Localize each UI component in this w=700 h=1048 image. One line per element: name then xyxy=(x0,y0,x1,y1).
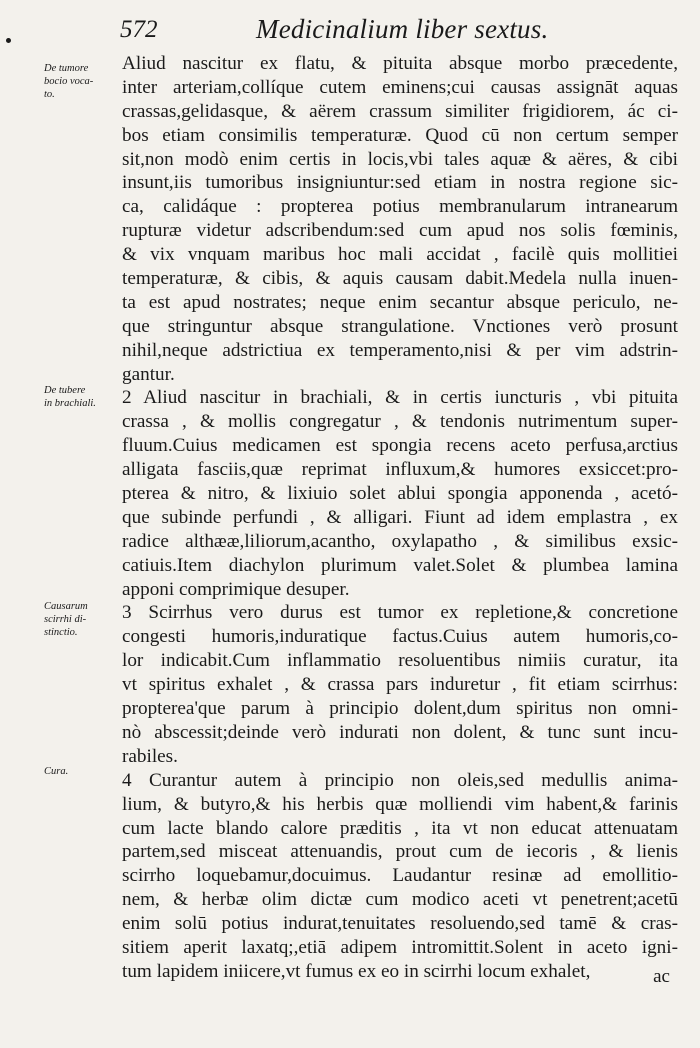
catchword: ac xyxy=(653,966,670,987)
text-line: ta est apud nostrates; neque enim secantur absque periculo, ne- xyxy=(122,291,678,313)
text-line: partem,sed misceat attenuandis, prout cum de iecoris , & lienis xyxy=(122,841,678,863)
text-line: bos etiam consimilis temperaturæ. Quod cū non certum semper xyxy=(122,124,678,146)
text-line: vt spiritus exhalet , & crassa pars induretur , fit etiam scirrhus: xyxy=(122,674,678,696)
text-line: nem, & herbæ olim dictæ cum modico aceti vt penetrent;acetū xyxy=(122,889,678,911)
margin-note-line: stinctio. xyxy=(44,627,78,638)
text-line: que stringuntur absque strangulatione. Vnctiones verò prosunt xyxy=(122,315,678,337)
margin-note-line: De tumore xyxy=(44,63,89,74)
page-header xyxy=(120,14,680,50)
text-line: nihil,neque adstrictiua ex temperamento,nisi & per vim adstrin- xyxy=(122,339,678,361)
text-line: lium, & butyro,& his herbis quæ molliendi vim habent,& farinis xyxy=(122,793,678,815)
text-line: insunt,iis tumoribus insigniuntur:sed etiam in nostra regione sic- xyxy=(122,172,678,194)
text-line: inter arteriam,collíque cutem eminens;cui causas assignāt aquas xyxy=(122,76,678,98)
body-text xyxy=(122,52,678,984)
text-line: sit,non modò enim certis in locis,vbi tales aquæ & aëres, & cibi xyxy=(122,148,678,170)
margin-note-scirrhus xyxy=(44,600,124,639)
margin-note-line: in brachiali. xyxy=(44,398,96,409)
text-line: 4 Curantur autem à principio non oleis,sed medullis anima- xyxy=(122,769,678,791)
text-line: congesti humoris,induratique factus.Cuius autem humoris,co- xyxy=(122,626,678,648)
text-line: rupturæ videtur adscribendum:sed cum apud nos solis fœminis, xyxy=(122,220,678,242)
margin-note-line: Cura. xyxy=(44,766,69,777)
text-line: gantur. xyxy=(122,363,175,385)
margin-note-line: De tubere xyxy=(44,385,86,396)
text-line: que subinde perfundi , & alligari. Fiunt ad idem emplastra , ex xyxy=(122,506,678,528)
text-line: crassa , & mollis congregatur , & tendonis nutrimentum super- xyxy=(122,411,678,433)
margin-note-bocio xyxy=(44,62,124,101)
margin-note-tuber xyxy=(44,384,124,410)
text-line: pterea & nitro, & lixiuio solet ablui spongia apponenda , acetó- xyxy=(122,483,678,505)
text-line: 2 Aliud nascitur in brachiali, & in certis iuncturis , vbi pituita xyxy=(122,387,678,409)
text-line: temperaturæ, & cibis, & aquis causam dabit.Medela nulla inuen- xyxy=(122,268,678,290)
text-line: sitiem aperit laxatq;,etiā adipem intromittit.Solent in aceto igni- xyxy=(122,936,678,958)
text-line: rabiles. xyxy=(122,745,178,767)
text-line: propterea'que parum à principio dolent,dum spiritus non omni- xyxy=(122,698,678,720)
text-line: nò abscessit;deinde verò indurati non dolent, & tunc sunt incu- xyxy=(122,721,678,743)
margin-note-line: to. xyxy=(44,89,55,100)
text-line: fluum.Cuius medicamen est spongia recens aceto perfusa,arctius xyxy=(122,435,678,457)
text-line: apponi comprimique desuper. xyxy=(122,578,350,600)
text-line: cum lacte blando calore præditis , ita vt non educat attenuatam xyxy=(122,817,678,839)
margin-note-cura xyxy=(44,765,124,778)
text-line: lor indicabit.Cum inflammatio resoluentibus nimiis curatur, ita xyxy=(122,650,678,672)
text-line: catiuis.Item diachylon plurimum valet.Solet & plumbea lamina xyxy=(122,554,678,576)
text-line: alligata fasciis,quæ reprimat influxum,& humores exsiccet:pro- xyxy=(122,459,678,481)
running-title: Medicinalium liber sextus. xyxy=(256,14,549,44)
text-line: crassas,gelidasque, & aërem crassum similiter frigidiorem, ác ci- xyxy=(122,100,678,122)
page-number: 572 xyxy=(120,16,158,43)
margin-note-line: Causarum xyxy=(44,601,88,612)
text-line: radice althææ,liliorum,acantho, oxylapatho , & similibus exsic- xyxy=(122,530,678,552)
margin-dot xyxy=(6,38,11,43)
text-line: tum lapidem iniicere,vt fumus ex eo in scirrhi locum exhalet, xyxy=(122,960,591,982)
margin-note-line: scirrhi di- xyxy=(44,614,87,625)
text-line: scirrho loquebamur,docuimus. Laudantur resinæ ad emollitio- xyxy=(122,865,678,887)
text-line: ca, calidáque : propterea potius membranularum intranearum xyxy=(122,196,678,218)
text-line: & vix vnquam maribus hoc mali accidat , facilè quis mollitiei xyxy=(122,244,678,266)
text-line: 3 Scirrhus vero durus est tumor ex repletione,& concretione xyxy=(122,602,678,624)
margin-note-line: bocio voca- xyxy=(44,76,94,87)
text-line: enim solū potius indurat,tenuitates resoluendo,sed tamē & cras- xyxy=(122,913,678,935)
text-line: Aliud nascitur ex flatu, & pituita absque morbo præcedente, xyxy=(122,53,678,74)
